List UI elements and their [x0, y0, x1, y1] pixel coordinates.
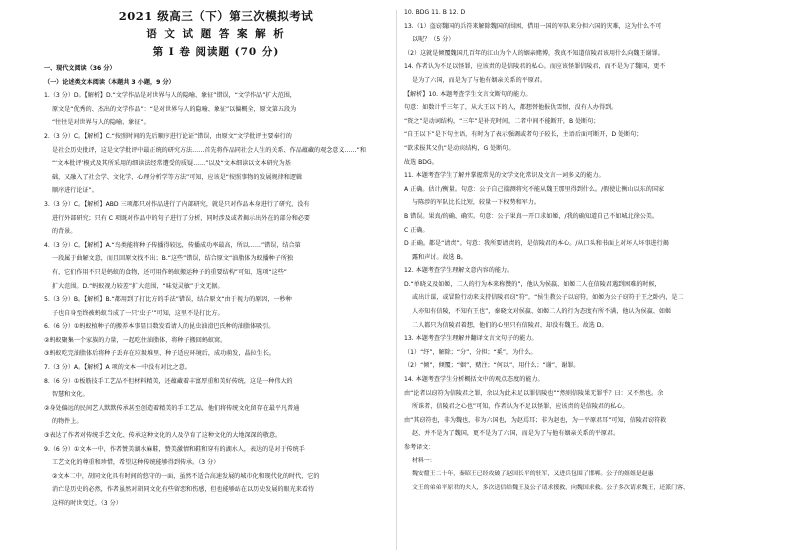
- text-line: 或出计谋，或冒险行动来支持信陵君窃“符”，“侯生教公子以窃符，如姬为公子窃符于王之卧内，是二: [412, 294, 684, 302]
- text-line: 句意：如数计乎三年了，从大王以下的人，都想替他报仇雪恨，没有人办得到。: [404, 104, 618, 112]
- text-line: 人亦知有信陵，不知有王也”，秦晓文对侯嬴、如姬二人的行为态度有所不满，他认为侯嬴、如姬: [412, 308, 672, 316]
- text-line: A 正确。估计/衡量。句意：公子自己揣测将究不能从魏王那里得到什么。/假使让衡山以东的国家: [404, 185, 665, 193]
- exam-title: 2021 级高三（下）第三次模拟考试: [118, 9, 314, 23]
- exam-subtitle: 语 文 试 题 答 案 解 析: [146, 28, 286, 40]
- text-line: 的背景。: [52, 228, 77, 236]
- translation-heading: 材料一：: [412, 457, 436, 464]
- text-line: 11. 本题考查学生了解并掌握常见的文学文化常识及文言一词多义的能力。: [404, 172, 605, 180]
- text-line: 露和声讨。故选 B。: [412, 253, 467, 261]
- text-line: 14. 作者认为不足以怪罪，应该责的是信陵君的私心。而应该怪罪信陵君，而不是为了魏国，更不: [404, 63, 666, 71]
- text-line: 消亡是历史的必然，作者虽然对胡同文化有些留恋和伤感，但也能够站在以历史发展的眼光来看待: [52, 486, 315, 494]
- text-line: 3.（3 分）C。【解析】ABD 三项都只对作品进行了内部研究，就是只对作品本身进行了研究，没有: [44, 200, 310, 208]
- text-line: 10. BDG 11. B 12. D: [404, 9, 466, 16]
- text-line: ③蚂蚁吃完油脂体后将种子丢弃在垃圾堆里，种子适应环境后，成功萌发，晶拉生长。: [44, 350, 275, 358]
- text-line: 5.（3 分）B。【解析】B.“都用到了打比方的手法”错误，结合原文“由于视力的原因，一秒种: [44, 296, 292, 304]
- text-line: 子也自身至终被蚂蚁当成了一只‘虫子’”可知，这里不是打比方。: [52, 309, 224, 317]
- text-line: ②身处偏远的民间艺人默默传承甚至创造着精美的手工艺品，他们将传统文化留存在最平凡普通: [44, 404, 300, 412]
- translation-text: [404, 468, 778, 495]
- translation-line: 魏安釐王二十年，秦昭王已经攻破了赵国长平的驻军，又进兵包围了邯郸。公子的姐姐是赵惠: [412, 471, 654, 478]
- text-line: “资之”是动词结构，“三年”是补充时间，二者中间不能断开，B 处断句；: [404, 117, 600, 125]
- text-line: 进行外部研究；只有 C 项既对作品中的句子进行了分析，同时涉及或者揭示出外在的部分和必要: [52, 214, 310, 222]
- text-line: B 错误。果真/的确、确实。句意：公子果真一开口求如姬，/我的确知道自己不如城北徐公美。: [404, 212, 658, 220]
- translation-line: 文王的弟弟平原君的夫人，多次送信给魏王及公子请求援救，向魏国求救。公子多次请求魏王，还派门客、: [412, 484, 689, 491]
- text-line: ②蚂蚁聚集一个家族的力量，一起吃住油脂体，将种子搬回蚂蚁窝。: [44, 336, 227, 344]
- text-line: 所诛者，信陵君之心也”可知，作者认为不足以怪罪，应该责的是信陵君的私心。: [412, 403, 629, 411]
- part-heading: 第 I 卷 阅读题 (70 分): [152, 46, 280, 58]
- text-line: 7.（3 分）A。【解析】A 项的文本一中没有对比之意。: [44, 364, 191, 372]
- text-line: 扩大范围。D.“蚂蚁视力较差”扩大范围，“味觉灵敏”于文无据。: [52, 282, 224, 290]
- text-line: 的物件上。: [52, 418, 83, 426]
- text-line: 13. 本题考查学生理解并翻译文言文句子的能力。: [404, 335, 538, 343]
- text-line: 9.（6 分）①文本一中，作者赞美湖水麻鞋，赞美激情和鞋和穿有的湖水人，表达的是对于传统手: [44, 445, 305, 453]
- text-line: 一段属于曲解文意，而且回原文找不出；B.“这些”错误，结合原文“油脂体为蚁播种子所独: [52, 255, 294, 263]
- text-line: （2）这就是倾覆魏国几百年的江山为个人的姻亲赌博，我真不知道信陵君该用什么向魏王谢罪。: [404, 49, 664, 57]
- text-line: 一、现代文阅读（36 分）: [44, 65, 116, 72]
- text-line: ②文本二中，胡同文化具有时间的悠守的一面，虽然不适合高速发展的城市化和现代化的时代，它的: [52, 472, 320, 480]
- translation-block: [404, 455, 778, 496]
- text-line: 与陈涉的军队比长比短，较量一下权势和军力。: [412, 199, 540, 207]
- text-line: “‘文本批评’模式及其所采用的细读法经常遭受的质疑……”以及“文本细读以文本研究为基: [52, 160, 291, 168]
- text-line: 赵，并不是为了魏国，更不是为了六国，而是为了与他有姻亲关系的平原君。: [412, 430, 620, 438]
- text-line: （2）“倾”，倾覆；“姻”，赌注；“何以”，用什么；“谢”，谢罪。: [404, 362, 580, 370]
- text-line: 4.（3 分）C。【解析】A.“鸟类能将种子传播得较远，传播成功率最高，所以……”错误，结合第: [44, 241, 301, 249]
- text-line: 以呢？（5 分）: [412, 36, 455, 44]
- text-line: 8.（6 分）①板筋技手工艺品不但材料精美，还蕴藏着丰富厚重和美好传统，这是一种伟大的: [44, 377, 293, 385]
- text-line: 14. 本题考查学生分析概括文中的观点态度的能力。: [404, 376, 544, 384]
- text-line: “往往是对世界与人的隐喻、象征”。: [52, 119, 150, 127]
- text-line: 故选 BDG。: [404, 158, 438, 166]
- text-line: 【解析】10. 本题考查学生文言文断句的能力。: [404, 90, 532, 98]
- text-line: ③表达了作者对传统手艺文化、传承这种文化的人及孕育了这种文化的大地深深的敬意。: [44, 432, 282, 440]
- right-column: [404, 6, 778, 556]
- text-line: 12. 本题考查学生理解文意内容的能力。: [404, 267, 514, 275]
- left-column: [44, 6, 388, 556]
- text-line: 原文是“优秀的、杰出的文学作品”：“是对世界与人的隐喻、象征”以偏概全，原文第五段为: [52, 105, 297, 113]
- text-line: 顺序进行论证”。: [52, 187, 98, 195]
- text-line: 是为了六国，而是为了与他有姻亲关系的平原君。: [412, 76, 547, 84]
- text-line: 由“其窃符也，非为魏也，非为六国也，为赵焉耳；非为赵也，为一平原君耳”可知，信陵君窃符救: [404, 416, 667, 424]
- text-line: D.“单晓义及如姬，二人的行为本来称赞的”，他认为侯嬴、如姬二人在信陵君遇到困难的时候，: [404, 280, 661, 288]
- text-line: 础，又融入了社会学、文化学、心理分析学等方法”可知，应该是“按照事物的发展规律和逻辑: [52, 173, 303, 181]
- right-answer-text: [404, 6, 778, 455]
- text-line: （一）论述类文本阅读（本题共 3 小题，9 分）: [44, 78, 175, 86]
- text-line: 由“论者以窃符为信陵君之罪，余以为此未足以罪信陵也”“然则信陵果无罪乎？曰：又不然也。余: [404, 389, 664, 397]
- text-line: 参考译文：: [404, 444, 435, 451]
- left-answer-text: [44, 62, 388, 511]
- text-line: 2.（3 分）C。【解析】C.“按照时间的先后顺序进行论证”错误，由原文“文学批评主要奉行的: [44, 132, 292, 140]
- text-line: 6.（6 分）①蚂蚁植种子的搬养本事显目数发看请人的昆虫油滑巴氏种的油脂体吸引。: [44, 323, 275, 331]
- text-line: 工艺文化的尊重和珍惜，希望这种传统能够得到传承。（3 分）: [52, 459, 220, 467]
- text-line: （1）“纾”，解除；“分”，分担；“奚”，为什么。: [404, 348, 537, 356]
- text-line: 13.（1）盗窃魏国的兵符来解除魏国的围困，借用一国的军队来分担六国的灾难，这为什么不可: [404, 22, 662, 30]
- column-divider: [396, 10, 397, 550]
- text-line: “欲求报其父仇”是动宾结构，G 处断句。: [404, 144, 515, 152]
- text-line: 1.（3 分）D。【解析】D.“文学作品是对世界与人的隐喻、象征”错误，“文学作品”扩大范围，: [44, 92, 296, 100]
- text-line: D 正确。都是“请责”。句意：我所要请责的，是信陵君的本心。/从口头和书面上对坏人坏事进行揭: [404, 240, 669, 248]
- text-line: C 正确。: [404, 226, 429, 234]
- text-line: “自王以下”是下句主语，有时为了表示强调或者句子较长，主语后面可断开，D 处断句；: [404, 131, 643, 139]
- text-line: 智慧和文化。: [52, 391, 89, 399]
- text-line: 这样的时世变迁。（3 分）: [52, 500, 122, 507]
- text-line: 有，它们作用不只是蚂蚁的食物，还可用作蚂蚁搬运种子的重要结构”可知，选项“这些”: [52, 268, 287, 276]
- text-line: 二人都只为信陵君着想，他们的心里只有信陵君，却没有魏王。故选 D。: [412, 321, 608, 329]
- text-line: 是社会历史批评，这是文学批评中最正统的研究方法……首先将作品同社会人生的关系、作品蕴藏的观念意义……”和: [52, 146, 366, 154]
